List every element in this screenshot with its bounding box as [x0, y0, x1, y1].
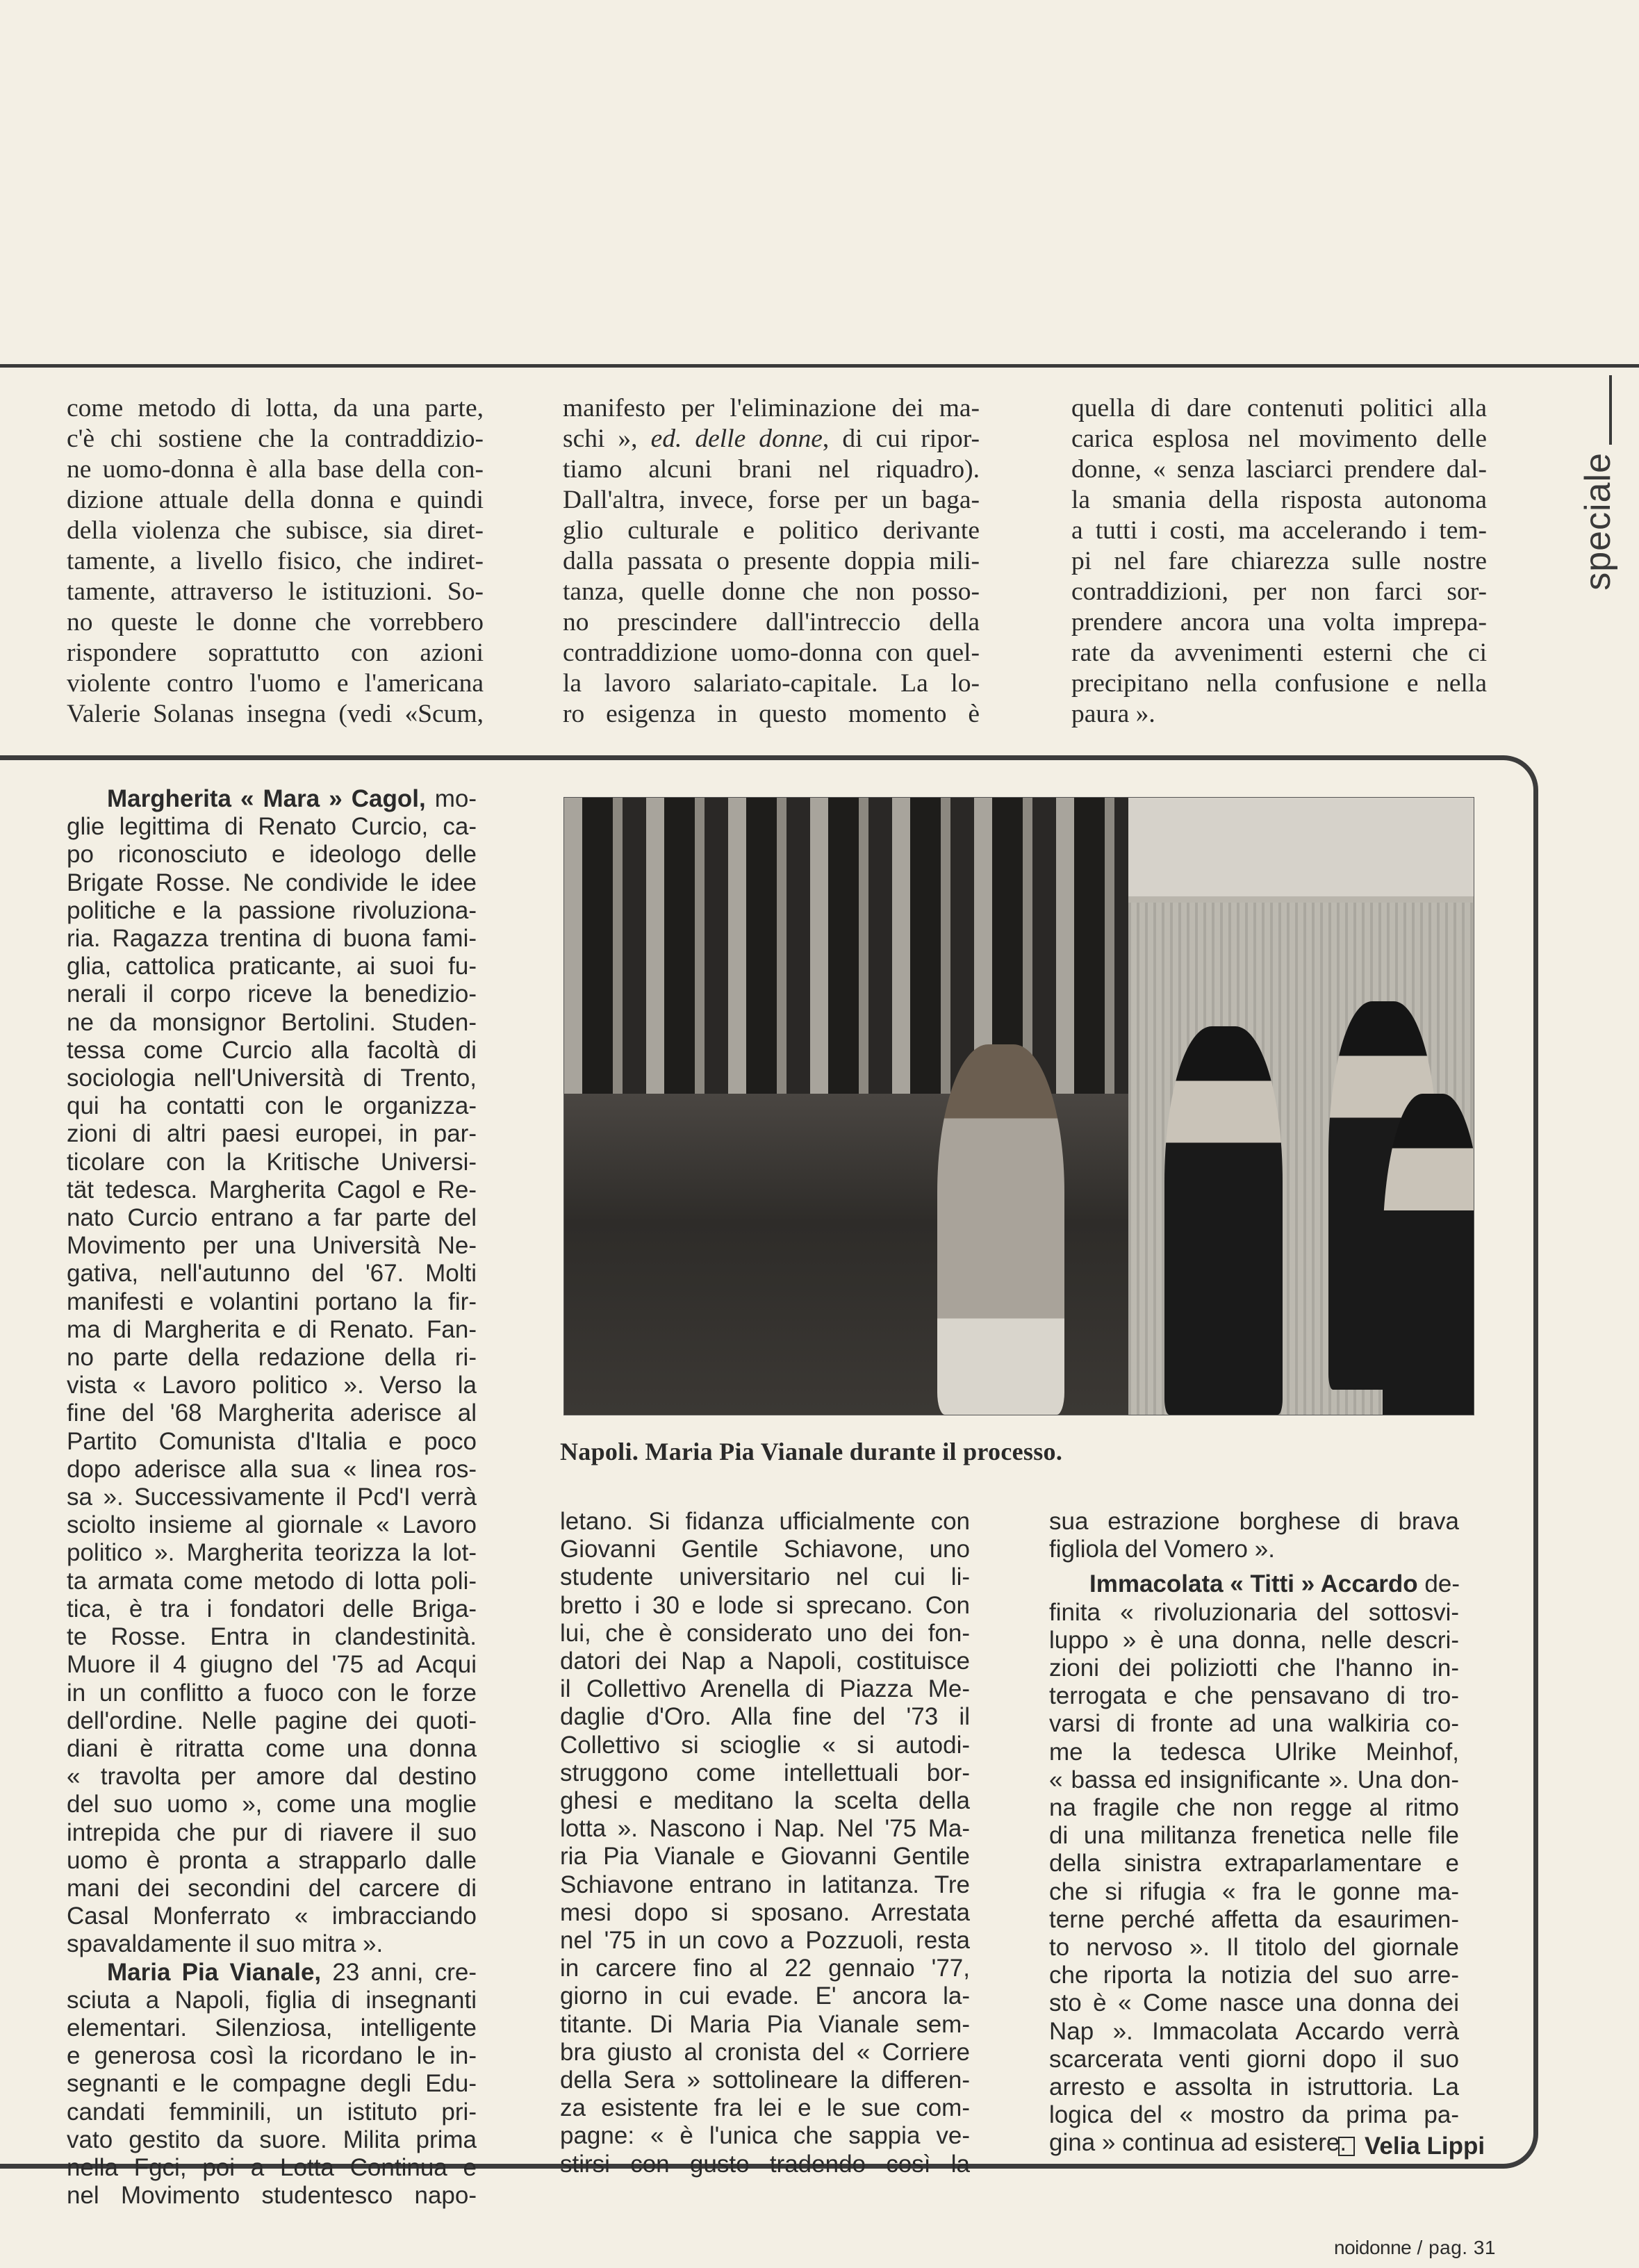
- text-line: Movimento per una Università Ne-: [67, 1232, 477, 1260]
- text-line: manifesti e volantini portano la fir-: [67, 1288, 477, 1315]
- text-line: schi », ed. delle donne, di cui ripor-: [563, 425, 980, 453]
- text-line: « bassa ed insignificante ». Una don-: [1049, 1766, 1459, 1793]
- text-line: donne, « senza lasciarci prendere dal-: [1071, 455, 1487, 484]
- text-line: della Sera » sottolineare la differen-: [560, 2066, 970, 2094]
- text-line: in un conflitto a fuoco con le forze: [67, 1679, 477, 1707]
- text-line: ne uomo-donna è alla base della con-: [67, 455, 484, 484]
- text-line: za esistente fra lei e le sue com-: [560, 2094, 970, 2122]
- text-line: gativa, nell'autunno del '67. Molti: [67, 1260, 477, 1288]
- paragraph-gap: [1049, 1563, 1459, 1570]
- profile-name: Immacolata « Titti » Accardo: [1089, 1570, 1418, 1598]
- text-line: no queste le donne che vorrebbero: [67, 608, 484, 636]
- text-line: sua estrazione borghese di brava: [1049, 1508, 1459, 1535]
- box-column-1: [67, 785, 477, 2210]
- text-line: studente universitario nel cui li-: [560, 1563, 970, 1591]
- news-photo: [564, 798, 1474, 1415]
- text-line: daglie d'Oro. Alla fine del '73 il: [560, 1703, 970, 1731]
- text-line: manifesto per l'eliminazione dei ma-: [563, 394, 980, 422]
- text-line: qui ha contatti con le organizza-: [67, 1092, 477, 1120]
- text-line: politiche e la passione rivoluziona-: [67, 896, 477, 924]
- text-line: tica, è tra i fondatori delle Briga-: [67, 1595, 477, 1622]
- text-line: tiamo alcuni brani nel riquadro).: [563, 455, 980, 484]
- section-tag-label: speciale: [1578, 452, 1618, 591]
- text-line: sociologia nell'Università di Trento,: [67, 1065, 477, 1092]
- text-line: dizione attuale della donna e quindi: [67, 486, 484, 514]
- text-line: della violenza che subisce, sia diret-: [67, 516, 484, 545]
- text-line: Casal Monferrato « imbracciando: [67, 1903, 477, 1930]
- text-line: figliola del Vomero ».: [1049, 1536, 1275, 1563]
- publisher-italic: ed. delle donne: [650, 425, 823, 453]
- text-line: carica esplosa nel movimento delle: [1071, 425, 1487, 453]
- text-line: [67, 1959, 477, 1987]
- text-line: zioni di altri paesi europei, in par-: [67, 1120, 477, 1148]
- text-line: [1049, 1570, 1459, 1598]
- photo-caption: Napoli. Maria Pia Vianale durante il processo.: [560, 1438, 1063, 1465]
- intro-column-1: [67, 393, 484, 730]
- text-line: me la tedesca Ulrike Meinhof,: [1049, 1738, 1459, 1766]
- text-line: elementari. Silenziosa, intelligente: [67, 2014, 477, 2041]
- author-name: Velia Lippi: [1365, 2133, 1485, 2160]
- section-tag: [1577, 375, 1619, 591]
- text-line: in carcere fino al 22 gennaio '77,: [560, 1955, 970, 1982]
- text-line: Schiavone entrano in latitanza. Tre: [560, 1871, 970, 1898]
- text-line: sciuta a Napoli, figlia di insegnanti: [67, 1986, 477, 2014]
- text-line: il Collettivo Arenella di Piazza Me-: [560, 1675, 970, 1703]
- text-line: ta armata come metodo di lotta poli-: [67, 1567, 477, 1595]
- text-line: to nervoso ». Il titolo del giornale: [1049, 1934, 1459, 1962]
- text-line: nella Fgci, poi a Lotta Continua e: [67, 2153, 477, 2181]
- text-line: ria. Ragazza trentina di buona fami-: [67, 925, 477, 953]
- text-line: Muore il 4 giugno del '75 ad Acqui: [67, 1651, 477, 1679]
- text-line: che riporta la notizia del suo arre-: [1049, 1962, 1459, 1989]
- text-line: varsi di fronte ad una walkiria co-: [1049, 1710, 1459, 1738]
- text-fragment: de-: [1417, 1570, 1460, 1598]
- text-line: di una militanza frenetica nelle file: [1049, 1822, 1459, 1850]
- text-line: politico ». Margherita teorizza la lot-: [67, 1539, 477, 1567]
- photo-figure-woman: [937, 1044, 1064, 1415]
- text-line: dalla passata o presente doppia mili-: [563, 547, 980, 575]
- text-line: pi nel fare chiarezza sulle nostre: [1071, 547, 1487, 575]
- text-line: intrepida che pur di riavere il suo: [67, 1818, 477, 1846]
- byline: [1338, 2133, 1485, 2160]
- text-line: candati femminili, un istituto pri-: [67, 2098, 477, 2126]
- text-line: nel '75 in un covo a Pozzuoli, resta: [560, 1927, 970, 1955]
- text-line: tanza, quelle donne che non posso-: [563, 577, 980, 606]
- text-line: luppo » è una donna, nelle descri-: [1049, 1626, 1459, 1654]
- text-line: terrogata e che pensavano di tro-: [1049, 1682, 1459, 1710]
- text-line: [67, 785, 477, 813]
- text-line: no parte della redazione della ri-: [67, 1344, 477, 1372]
- text-line: scarcerata venti giorni dopo il suo: [1049, 2045, 1459, 2073]
- text-line: mesi dopo si sposano. Arrestata: [560, 1898, 970, 1926]
- text-line: no prescindere dall'intreccio della: [563, 608, 980, 636]
- profile-name: Margherita « Mara » Cagol,: [107, 785, 426, 812]
- text-line: la lavoro salariato-capitale. La lo-: [563, 669, 980, 698]
- text-line: quella di dare contenuti politici alla: [1071, 394, 1487, 422]
- text-line: letano. Si fidanza ufficialmente con: [560, 1508, 970, 1535]
- text-line: lui, che è considerato uno dei fon-: [560, 1619, 970, 1647]
- text-line: c'è chi sostiene che la contraddizio-: [67, 425, 484, 453]
- text-line: rispondere soprattutto con azioni: [67, 639, 484, 667]
- text-line: precipitano nella confusione e nella: [1071, 669, 1487, 698]
- text-line: diani è ritratta come una donna: [67, 1734, 477, 1762]
- text-line: ma di Margherita e di Renato. Fan-: [67, 1315, 477, 1343]
- text-line: logica del « mostro da prima pa-: [1049, 2101, 1459, 2129]
- box-column-2: [560, 1508, 970, 2178]
- text-line: la smania della risposta autonoma: [1071, 486, 1487, 514]
- intro-column-2: [563, 393, 980, 730]
- text-line: Brigate Rosse. Ne condivide le idee: [67, 869, 477, 896]
- text-line: prendere ancora una volta imprepa-: [1071, 608, 1487, 636]
- text-line: contraddizione uomo-donna con quel-: [563, 639, 980, 667]
- text-line: contraddizioni, per non farci sor-: [1071, 577, 1487, 606]
- text-line: arresto e assolta in istruttoria. La: [1049, 2073, 1459, 2101]
- text-line: Giovanni Gentile Schiavone, uno: [560, 1536, 970, 1563]
- text-line: zioni dei poliziotti che l'hanno in-: [1049, 1654, 1459, 1682]
- text-line: tät tedesca. Margherita Cagol e Re-: [67, 1176, 477, 1203]
- text-line: bra giusto al cronista del « Corriere: [560, 2038, 970, 2066]
- intro-column-3: [1071, 393, 1487, 730]
- text-line: segnanti e le compagne degli Edu-: [67, 2070, 477, 2098]
- text-line: nel Movimento studentesco napo-: [67, 2182, 477, 2210]
- text-line: paura ».: [1071, 700, 1155, 728]
- text-fragment: 23 anni, cre-: [321, 1958, 477, 1986]
- photo-figure-carabiniere: [1164, 1026, 1283, 1415]
- text-line: nato Curcio entrano a far parte del: [67, 1204, 477, 1232]
- text-line: lotta ». Nascono i Nap. Nel '75 Ma-: [560, 1815, 970, 1843]
- text-line: na fragile che non regge al ritmo: [1049, 1794, 1459, 1822]
- text-line: a tutti i costi, ma accelerando i tem-: [1071, 516, 1487, 545]
- magazine-brand: noidonne: [1334, 2237, 1412, 2258]
- text-line: sto è « Come nasce una donna dei: [1049, 1989, 1459, 2017]
- text-line: stirsi con gusto tradendo così la: [560, 2150, 970, 2178]
- text-line: Collettivo si scioglie « si autodi-: [560, 1731, 970, 1759]
- text-line: nerali il corpo riceve la benedizio-: [67, 980, 477, 1008]
- text-line: vato gestito da suore. Milita prima: [67, 2126, 477, 2153]
- footer-separator: /: [1417, 2237, 1423, 2258]
- text-line: datori dei Nap a Napoli, costituisce: [560, 1647, 970, 1675]
- profile-name: Maria Pia Vianale,: [107, 1958, 322, 1986]
- text-line: giorno in cui evade. E' ancora la-: [560, 1982, 970, 2010]
- text-line: che si rifugia « fra le gonne ma-: [1049, 1877, 1459, 1905]
- text-line: Valerie Solanas insegna (vedi «Scum,: [67, 700, 484, 728]
- text-line: « travolta per amore dal destino: [67, 1763, 477, 1791]
- text-line: come metodo di lotta, da una parte,: [67, 394, 484, 422]
- text-line: finita « rivoluzionaria del sottosvi-: [1049, 1598, 1459, 1626]
- text-line: ro esigenza in questo momento è: [563, 700, 980, 728]
- text-line: ria Pia Vianale e Giovanni Gentile: [560, 1843, 970, 1871]
- text-line: sa ». Successivamente il Pcd'I verrà: [67, 1484, 477, 1511]
- text-line: spavaldamente il suo mitra ».: [67, 1930, 384, 1958]
- page-footer: [1334, 2237, 1496, 2259]
- text-line: del suo uomo », come una moglie: [67, 1791, 477, 1818]
- text-line: dell'ordine. Nelle pagine dei quoti-: [67, 1707, 477, 1734]
- text-line: fine del '68 Margherita aderisce al: [67, 1399, 477, 1427]
- text-line: Partito Comunista d'Italia e poco: [67, 1427, 477, 1455]
- text-line: uomo è pronta a strapparlo dalle: [67, 1846, 477, 1874]
- text-line: ticolare con la Kritische Universi-: [67, 1148, 477, 1176]
- text-line: violente contro l'uomo e l'americana: [67, 669, 484, 698]
- text-line: ghesi e meditano la scelta della: [560, 1787, 970, 1815]
- top-rule: [0, 364, 1639, 368]
- text-fragment: mo-: [425, 785, 477, 812]
- text-line: po riconosciuto e ideologo delle: [67, 841, 477, 869]
- end-mark-square-icon: [1338, 2137, 1355, 2156]
- text-line: bretto i 30 e lode si sprecano. Con: [560, 1591, 970, 1619]
- text-line: te Rosse. Entra in clandestinità.: [67, 1623, 477, 1651]
- photo-figure-carabiniere: [1383, 1094, 1474, 1415]
- text-line: Nap ». Immacolata Accardo verrà: [1049, 2017, 1459, 2045]
- text-line: vista « Lavoro politico ». Verso la: [67, 1372, 477, 1399]
- page-number: pag. 31: [1428, 2237, 1496, 2258]
- text-line: tamente, attraverso le istituzioni. So-: [67, 577, 484, 606]
- text-line: pagne: « è l'unica che sappia ve-: [560, 2122, 970, 2150]
- text-line: struggono come intellettuali bor-: [560, 1759, 970, 1786]
- text-line: tamente, a livello fisico, che indiret-: [67, 547, 484, 575]
- text-line: sciolto insieme al giornale « Lavoro: [67, 1511, 477, 1539]
- text-line: mani dei secondini del carcere di: [67, 1874, 477, 1902]
- text-line: ne da monsignor Bertolini. Studen-: [67, 1008, 477, 1036]
- text-line: glia, cattolica praticante, ai suoi fu-: [67, 953, 477, 980]
- box-column-3: [1049, 1508, 1459, 2158]
- text-line: rate da avvenimenti esterni che ci: [1071, 639, 1487, 667]
- text-line: della sinistra extraparlamentare e: [1049, 1850, 1459, 1877]
- text-line: glie legittima di Renato Curcio, ca-: [67, 813, 477, 841]
- text-line: Dall'altra, invece, forse per un baga-: [563, 486, 980, 514]
- text-line: glio culturale e politico derivante: [563, 516, 980, 545]
- text-line: dopo aderisce alla sua « linea ros-: [67, 1455, 477, 1483]
- text-line: tessa come Curcio alla facoltà di: [67, 1036, 477, 1064]
- text-line: gina » continua ad esistere.: [1049, 2129, 1347, 2157]
- text-line: e generosa così la ricordano le in-: [67, 2042, 477, 2070]
- text-line: titante. Di Maria Pia Vianale sem-: [560, 2010, 970, 2038]
- text-line: terne perché affetta da esaurimen-: [1049, 1905, 1459, 1933]
